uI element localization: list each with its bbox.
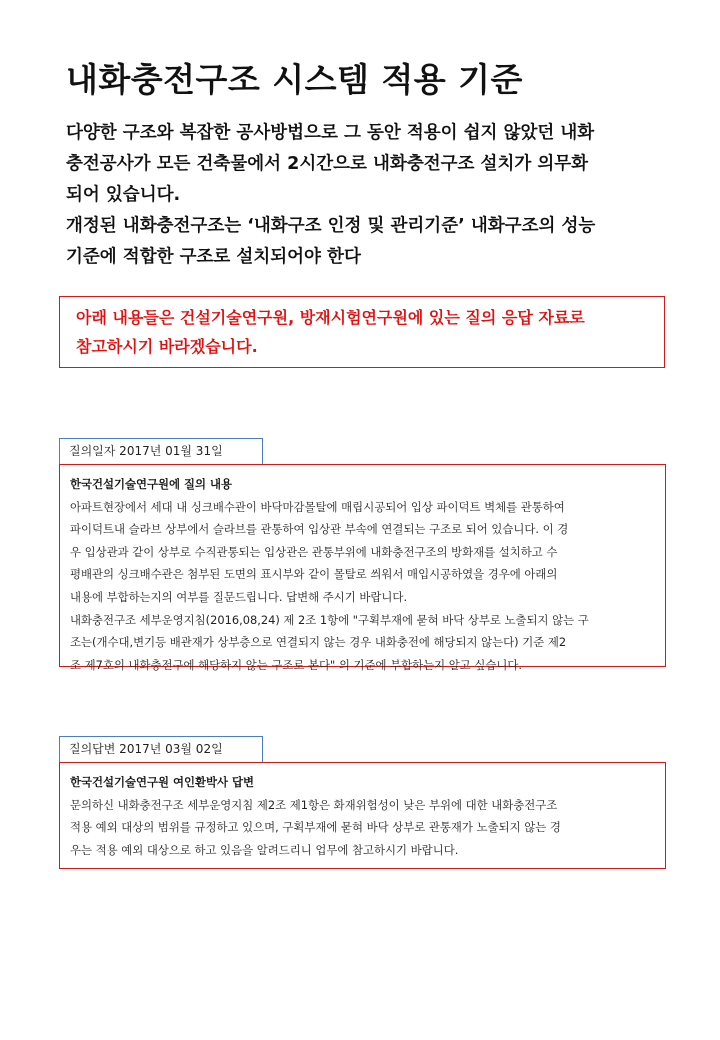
inquiry-heading: 한국건설기술연구원에 질의 내용 xyxy=(70,477,232,491)
inquiry-line: 아파트현장에서 세대 내 싱크배수관이 바닥마감몰탈에 매립시공되어 입상 파이덕트 벽체를 관통하여 xyxy=(70,499,565,514)
inquiry-line: 내화충전구조 세부운영지침(2016,08,24) 제 2조 1항에 "구획부재에 묻혀 바닥 상부로 노출되지 않는 구 xyxy=(70,612,589,627)
answer-line: 우는 적용 예외 대상으로 하고 있음을 알려드리니 업무에 참고하시기 바랍니다. xyxy=(70,842,459,857)
intro-line: 다양한 구조와 복잡한 공사방법으로 그 동안 적용이 쉽지 않았던 내화 xyxy=(66,123,595,143)
intro-line: 되어 있습니다. xyxy=(66,185,181,205)
inquiry-line: 우 입상관과 같이 상부로 수직관통되는 입상관은 관통부위에 내화충전구조의 방화재를 설치하고 수 xyxy=(70,544,558,559)
inquiry-line: 파이덕트내 슬라브 상부에서 슬라브를 관통하여 입상관 부속에 연결되는 구조로 되어 있습니다. 이 경 xyxy=(70,522,569,537)
inquiry-line: 조 제7호의 내화충전구에 해당하지 않는 구조로 본다" 의 기준에 부합하는지 알고 싶습니다. xyxy=(70,657,523,672)
answer-line: 문의하신 내화충전구조 세부운영지침 제2조 제1항은 화재위험성이 낮은 부위에 대한 내화충전구조 xyxy=(70,797,558,812)
intro-line: 충전공사가 모든 건축물에서 2시간으로 내화충전구조 설치가 의무화 xyxy=(66,154,589,174)
page-title: 내화충전구조 시스템 적용 기준 xyxy=(66,60,523,99)
intro-line: 기준에 적합한 구조로 설치되어야 한다 xyxy=(66,247,361,267)
intro-line: 개정된 내화충전구조는 ‘내화구조 인정 및 관리기준’ 내화구조의 성능 xyxy=(66,216,596,236)
answer-line: 적용 예외 대상의 범위를 규정하고 있으며, 구획부재에 묻혀 바닥 상부로 관통재가 노출되지 않는 경 xyxy=(70,820,561,835)
inquiry-line: 내용에 부합하는지의 여부를 질문드립니다. 답변해 주시기 바랍니다. xyxy=(70,589,408,604)
answer-heading: 한국건설기술연구원 여인환박사 답변 xyxy=(70,775,254,789)
inquiry-date-tab: 질의일자 2017년 01월 31일 xyxy=(59,438,263,464)
intro-paragraph xyxy=(66,118,676,273)
notice-line: 참고하시기 바라겠습니다. xyxy=(76,337,258,356)
inquiry-box xyxy=(59,464,666,672)
notice-line: 아래 내용들은 건설기술연구원, 방재시험연구원에 있는 질의 응답 자료로 xyxy=(76,308,585,327)
inquiry-line: 조는(개수대,변기등 배관재가 상부층으로 연결되지 않는 경우 내화충전에 해당되지 않는다) 기준 제2 xyxy=(70,635,567,650)
inquiry-line: 평배관의 싱크배수관은 첨부된 도면의 표시부와 같이 몰탈로 씌워서 매입시공하였을 경우에 아래의 xyxy=(70,567,558,582)
notice-box xyxy=(59,296,665,368)
answer-box xyxy=(59,762,666,869)
answer-date-tab: 질의답변 2017년 03월 02일 xyxy=(59,736,263,762)
